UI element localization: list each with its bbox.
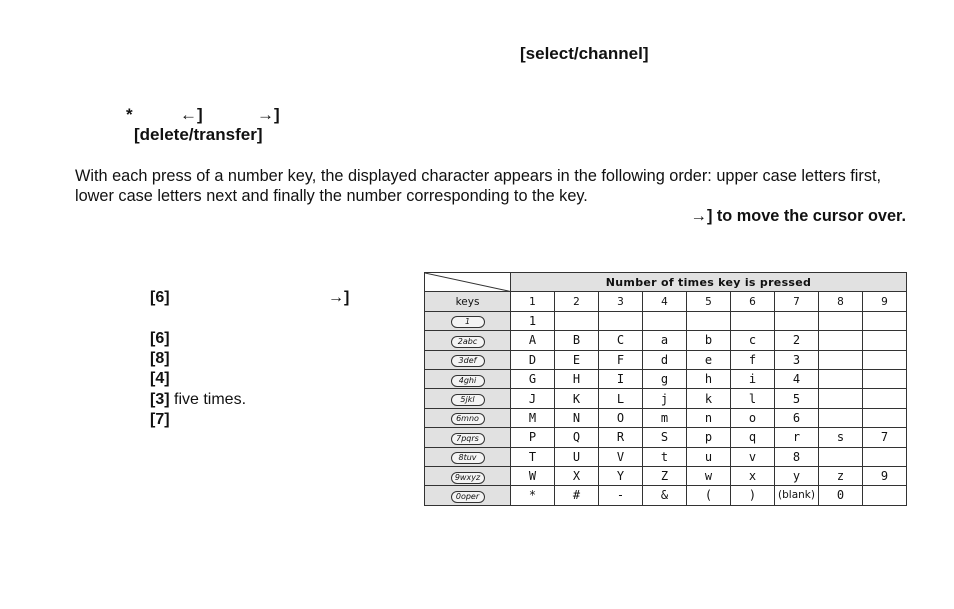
table-row bbox=[425, 389, 907, 408]
table-cell: A bbox=[511, 331, 555, 350]
table-cell: l bbox=[731, 389, 775, 408]
table-cell bbox=[863, 311, 907, 330]
table-cell: c bbox=[731, 331, 775, 350]
table-cell: ) bbox=[731, 486, 775, 505]
table-cell: E bbox=[555, 350, 599, 369]
table-cell: W bbox=[511, 466, 555, 485]
table-row bbox=[425, 428, 907, 447]
table-cell bbox=[819, 311, 863, 330]
table-cell bbox=[775, 311, 819, 330]
table-row bbox=[425, 466, 907, 485]
table-cell: j bbox=[643, 389, 687, 408]
table-cell: P bbox=[511, 428, 555, 447]
table-cell: * bbox=[511, 486, 555, 505]
back-arrow-symbol: ←] bbox=[180, 105, 203, 124]
table-cell: 9 bbox=[863, 466, 907, 485]
table-cell bbox=[863, 331, 907, 350]
phone-key-icon: 6mno bbox=[451, 413, 485, 425]
table-cell: 8 bbox=[775, 447, 819, 466]
table-cell: 1 bbox=[511, 311, 555, 330]
table-cell: # bbox=[555, 486, 599, 505]
table-cell: 4 bbox=[775, 369, 819, 388]
delete-transfer-label: [delete/transfer] bbox=[134, 125, 263, 144]
table-row bbox=[425, 369, 907, 388]
table-cell bbox=[819, 369, 863, 388]
table-cell: g bbox=[643, 369, 687, 388]
diagonal-line-icon bbox=[425, 273, 510, 291]
table-cell: e bbox=[687, 350, 731, 369]
instruction-paragraph bbox=[75, 166, 915, 226]
key-cell bbox=[425, 466, 511, 485]
table-cell bbox=[819, 389, 863, 408]
table-cell bbox=[863, 369, 907, 388]
press-count-header: 8 bbox=[819, 292, 863, 311]
table-cell: 2 bbox=[775, 331, 819, 350]
phone-key-icon: 3def bbox=[451, 355, 485, 367]
table-cell bbox=[819, 408, 863, 427]
table-cell: T bbox=[511, 447, 555, 466]
phone-key-icon: 4ghi bbox=[451, 375, 485, 387]
step-5-key: [3] bbox=[150, 391, 170, 408]
table-cell: a bbox=[643, 331, 687, 350]
table-row bbox=[425, 350, 907, 369]
step-3-key: [8] bbox=[150, 350, 170, 367]
table-cell: v bbox=[731, 447, 775, 466]
press-count-header: 1 bbox=[511, 292, 555, 311]
table-cell: B bbox=[555, 331, 599, 350]
star-key-symbol: * bbox=[126, 105, 133, 124]
table-cell: Y bbox=[599, 466, 643, 485]
table-cell bbox=[863, 389, 907, 408]
step-5 bbox=[150, 391, 246, 409]
step-5-text: five times. bbox=[169, 391, 247, 408]
table-cell: 0 bbox=[819, 486, 863, 505]
table-cell: 7 bbox=[863, 428, 907, 447]
table-cell: J bbox=[511, 389, 555, 408]
table-cell bbox=[863, 350, 907, 369]
table-cell: & bbox=[643, 486, 687, 505]
table-row bbox=[425, 408, 907, 427]
table-cell: M bbox=[511, 408, 555, 427]
phone-key-icon: 1 bbox=[451, 316, 485, 328]
table-cell bbox=[555, 311, 599, 330]
table-title-row bbox=[425, 273, 907, 292]
table-cell: i bbox=[731, 369, 775, 388]
table-cell: Z bbox=[643, 466, 687, 485]
table-cell: d bbox=[643, 350, 687, 369]
press-count-header: 9 bbox=[863, 292, 907, 311]
key-cell bbox=[425, 447, 511, 466]
phone-key-icon: 9wxyz bbox=[451, 472, 485, 484]
table-cell bbox=[687, 311, 731, 330]
paragraph-line-1: With each press of a number key, the displayed character appears in the following order: upper case letters first, bbox=[75, 167, 882, 185]
phone-key-icon: 8tuv bbox=[451, 452, 485, 464]
key-cell bbox=[425, 428, 511, 447]
step-6-key: [7] bbox=[150, 411, 170, 428]
table-cell: 3 bbox=[775, 350, 819, 369]
table-cell: I bbox=[599, 369, 643, 388]
paragraph-line-3: →] to move the cursor over. bbox=[690, 207, 906, 225]
phone-key-icon: 2abc bbox=[451, 336, 485, 348]
table-cell: 6 bbox=[775, 408, 819, 427]
key-cell bbox=[425, 389, 511, 408]
forward-arrow-symbol: →] bbox=[257, 105, 280, 124]
table-cell bbox=[819, 447, 863, 466]
press-count-header: 3 bbox=[599, 292, 643, 311]
table-cell: r bbox=[775, 428, 819, 447]
table-cell: 5 bbox=[775, 389, 819, 408]
table-cell: h bbox=[687, 369, 731, 388]
table-cell bbox=[599, 311, 643, 330]
table-cell: F bbox=[599, 350, 643, 369]
key-cell bbox=[425, 331, 511, 350]
keys-header: keys bbox=[425, 292, 511, 311]
table-row bbox=[425, 486, 907, 505]
key-cell bbox=[425, 408, 511, 427]
table-cell: U bbox=[555, 447, 599, 466]
table-cell: Q bbox=[555, 428, 599, 447]
table-cell: G bbox=[511, 369, 555, 388]
corner-diagonal-cell bbox=[425, 273, 511, 292]
table-cell: w bbox=[687, 466, 731, 485]
table-cell: X bbox=[555, 466, 599, 485]
table-cell: n bbox=[687, 408, 731, 427]
press-count-header: 7 bbox=[775, 292, 819, 311]
press-count-header: 5 bbox=[687, 292, 731, 311]
table-cell: y bbox=[775, 466, 819, 485]
key-cell bbox=[425, 486, 511, 505]
key-cell bbox=[425, 369, 511, 388]
table-cell: s bbox=[819, 428, 863, 447]
table-cell: D bbox=[511, 350, 555, 369]
table-cell bbox=[731, 311, 775, 330]
paragraph-line-2: lower case letters next and finally the number corresponding to the key. bbox=[75, 187, 588, 205]
table-cell: f bbox=[731, 350, 775, 369]
table-cell: t bbox=[643, 447, 687, 466]
table-cell: S bbox=[643, 428, 687, 447]
press-count-header: 6 bbox=[731, 292, 775, 311]
times-pressed-header: Number of times key is pressed bbox=[511, 273, 907, 292]
table-cell: C bbox=[599, 331, 643, 350]
table-cell: z bbox=[819, 466, 863, 485]
table-cell: - bbox=[599, 486, 643, 505]
table-row bbox=[425, 331, 907, 350]
table-cell: o bbox=[731, 408, 775, 427]
table-cell bbox=[819, 350, 863, 369]
table-cell bbox=[643, 311, 687, 330]
table-cell: N bbox=[555, 408, 599, 427]
phone-key-icon: 0oper bbox=[451, 491, 485, 503]
key-cell bbox=[425, 311, 511, 330]
step-1-key: [6] bbox=[150, 289, 170, 306]
phone-key-icon: 7pqrs bbox=[451, 433, 485, 445]
character-entry-table bbox=[424, 272, 907, 506]
table-cell: R bbox=[599, 428, 643, 447]
column-number-row bbox=[425, 292, 907, 311]
select-channel-label: [select/channel] bbox=[520, 44, 649, 63]
phone-key-icon: 5jkl bbox=[451, 394, 485, 406]
table-cell: b bbox=[687, 331, 731, 350]
table-cell bbox=[819, 331, 863, 350]
press-count-header: 4 bbox=[643, 292, 687, 311]
table-cell: L bbox=[599, 389, 643, 408]
step-2-key: [6] bbox=[150, 330, 170, 347]
table-cell: O bbox=[599, 408, 643, 427]
step-4-key: [4] bbox=[150, 370, 170, 387]
table-cell: H bbox=[555, 369, 599, 388]
press-count-header: 2 bbox=[555, 292, 599, 311]
step-1-arrow: →] bbox=[328, 289, 350, 306]
table-cell bbox=[863, 486, 907, 505]
table-cell bbox=[863, 408, 907, 427]
table-cell: x bbox=[731, 466, 775, 485]
table-cell: m bbox=[643, 408, 687, 427]
table-cell: k bbox=[687, 389, 731, 408]
table-row bbox=[425, 447, 907, 466]
table-cell: q bbox=[731, 428, 775, 447]
table-cell: K bbox=[555, 389, 599, 408]
table-cell: (blank) bbox=[775, 486, 819, 505]
table-cell: u bbox=[687, 447, 731, 466]
table-cell: ( bbox=[687, 486, 731, 505]
table-cell bbox=[863, 447, 907, 466]
table-cell: V bbox=[599, 447, 643, 466]
key-cell bbox=[425, 350, 511, 369]
table-cell: p bbox=[687, 428, 731, 447]
table-row bbox=[425, 311, 907, 330]
